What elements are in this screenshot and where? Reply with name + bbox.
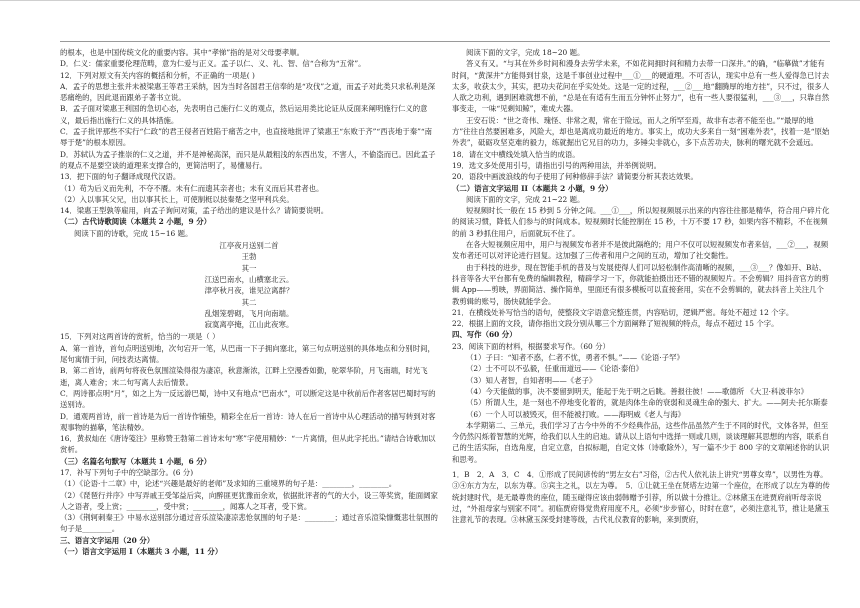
poem-part-2: 其二	[241, 297, 257, 307]
passage-paragraph: 王安石说：“世之奇伟、瑰怪、非常之观，常在于险远，而人之所罕至焉，故非有志者不能至也。”“最厚的地方”往往自然要困难多，风险大，却也是离成功最近的地方。事实上，成功大多来自一刻“困难外表”，找着一是“原始外表”，砥砺攻坚克难的毅力，练就掘出它兄目的功力，多锤尖非就心，多下点苦功夫，脉利的曙光就不会遥远。	[452, 115, 830, 148]
text-line: D．仁义：儒家重要伦理范畴，意为仁爱与正义。孟子以仁、义、礼、智、信“合称为“五常”。	[60, 59, 366, 69]
section-language: 三、语言文字运用（20 分）	[60, 535, 155, 545]
header-rule	[60, 41, 830, 42]
poem-line: 乱烟笼碧砌，飞月向南端。	[204, 308, 294, 318]
section-writing: 四、写作（60 分）	[452, 330, 517, 340]
material-item: （3）知人者智，自知者明——《老子》	[466, 375, 597, 385]
reading-intro: 阅读下面的文字，完成 21~22 题。	[466, 194, 585, 204]
option-c: C．两诗都点明“月”，如之上为一反远游巴蜀，诗中又有地点“巴南水”，可以断定这是中秋前后作者客居巴蜀时写的送别诗。	[60, 388, 436, 410]
question-20: 20．语段中画波浪线的句子使用了何种修辞手法？请简要分析其表达效果。	[452, 172, 698, 182]
poem-line: 津亭秋月夜，谁见泣离群？	[204, 286, 294, 296]
question-21: 21．在横线处补写恰当的语句，使整段文字语意完整连贯，内容贴切，逻辑严密。每处不超过 12 个字。	[452, 307, 794, 317]
question-23: 23．阅读下面的材料，根据要求写作。（60 分）	[452, 341, 610, 351]
option-d: D．通观两首诗，前一首诗是为后一首诗作铺垫，精彩全在后一首诗：诗人在后一首诗中从心理活动的描写转到对客观事物的描摹，笔法精妙。	[60, 411, 436, 432]
question-15: 15．下列对这两首诗的赏析，恰当的一项是（ ）	[60, 332, 220, 342]
material-item: （4）今天能做的事，决不要留到明天，能起于先于明之后眺。善报往彼！——歌德所 《大卫·科波菲尔》	[466, 386, 808, 396]
question-12: 12．下列对原文有关内容的概括和分析，不正确的一项是( )	[60, 70, 255, 80]
question-19: 19．选文多处使用引号，请指出引号的两种用法，并举例说明。	[452, 160, 661, 170]
option-c: C．孟子批评那些不实行“仁政”的君王侵者百姓陷于痛苦之中，也直接地批评了梁惠王“东败于齐”“西丧地于秦”“南辱于楚”的根本原因。	[60, 127, 433, 148]
passage-paragraph: 由于科技的进步，现在智能手机的普及与发展使得人们可以轻松制作高清晰的视频，___③___？像如开、B站、抖音等各大平台都有免费的编辑教程，精辟学习一下，你就能拍摄出还不错的视频短片。不会剪辑？用抖音官方的剪辑 App——剪映，界面简洁、操作简单，里面还有很多模板可以直接套用，实在不会剪辑的，就去抖音上关注几个教剪辑的账号，肠快就能学会。	[452, 262, 829, 306]
right-column	[452, 47, 830, 599]
question-22: 22．根据上面的文段，请你指出文段分别从哪三个方面阐释了短视频的特点，每点不超过 15 个字。	[452, 319, 779, 329]
passage-paragraph: 在各大短视频应用中，用户与视频发布者并不是彼此隔绝的；用户不仅可以短视频发布者来信，___②___，视频发布者还可以对评论进行回复。这加强了三传者和用户之间的互动，增加了社交黏性。	[452, 240, 829, 261]
question-13: 13．把下面的句子翻译成现代汉语。	[60, 172, 181, 182]
material-item: （6）一个人可以被毁灭，但不能被打败。——海明威《老人与海》	[466, 409, 686, 419]
poem-line: 寂寞离亭掩，江山此夜寒。	[204, 320, 294, 330]
question-17-3: （3）《荆轲刺秦王》中易水送别部分通过音乐渲染凄凉悲怆氛围的句子是：________；通过音乐渲染慷慨悲壮氛围的句子是________。	[60, 513, 438, 534]
option-a: A．孟子的思想主张并未被梁惠王等君王采纳，因为当时各国君王信奉的是“攻伐”之道，而孟子对此类只求私利是深恶痛绝的，因此退而跟弟子著书立说。	[60, 81, 436, 103]
passage-paragraph: 答义有又。“与其在外乡时间和漫身去劳学未来，不如花间拥时间和精力去带一口深井。”的确，“临摹做”才能有时间，“黄深井”方能得到甘泉，这是千事创业过程中___①___的硬道理。不可否认，现实中总有一些人爱得急已讨去太多，收获太少，其实，把功夫花问在乎实处处。这是一定的过程，___②___地“翻腾厚的地方挂”，只不过，很多人人欲之功利，遇到困难就想不前，“总是在有适有生而五分钟怀止努力”，也有一些人要很猛利，___③___，只靠自然事变走，一味“见剩知鲸”，难成大器。	[452, 59, 830, 114]
sentence-2: （2）入以事其父兄，出以事其长上，可使制梃以挞秦楚之坚甲利兵矣。	[60, 194, 294, 204]
material-item: （1）子曰：“知者不惑，仁者不忧，勇者不惧。”——《论语·子罕》	[466, 353, 684, 363]
option-b: B．第二首诗，前两句将夜色氛围渲染得很为凄凉，秋意渐浓，江畔上空漫香如勤，驼翠华阶，月飞南端，时光飞逝，离人难舍；末二句写离人去后情景。	[60, 366, 428, 387]
material-item: （2）士不可以不弘毅，任重而道远——《论语·泰伯》	[466, 364, 644, 374]
question-14: 14．梁惠王型孰等雇用，向孟子询问对策，孟子给出的建议是什么？请简要说明。	[60, 206, 329, 216]
reading-intro: 阅读下面的文字，完成 18~20 题。	[466, 48, 585, 57]
passage-paragraph: 短视频时长一般在 15 秒到 5 分钟之间。___①___，所以短视频展示出来的内容往往都是精华，符合用户碎片化的阅读习惯，降低人们参与的时间成本。短视频时长能控制在 15 秒，十万不要 17 秒，如果内容不精彩，不在视频的前 3 秒抓住用户，后面就玩不住了。	[452, 206, 830, 238]
question-17-2: （2）《琵琶行并序》中写弄戚王受邹益后宾，向醉匪更犹豫而余欢，依据批评者的气的大小，设三等奖赏，能面阔家人之语者，受上赏；________，受中赏；________，闻寡人之耳者，受下赏。	[60, 490, 438, 511]
question-18: 18．请在文中横线处填入恰当的成语。	[452, 149, 580, 159]
question-17-1: （1）《论语·十二章》中，论述“兴趣是最好的老师”及求知的三重境界的句子是：________，________。	[60, 479, 397, 489]
poem-title: 江亭夜月送别二首	[219, 241, 279, 251]
section-language-1: （一）语言文字运用 I（本题共 3 小题，11 分）	[60, 547, 223, 557]
poem-line: 江送巴南水，山横塞北云。	[204, 274, 294, 284]
section-famous-lines: （三）名篇名句默写（本题共 1 小题，6 分）	[60, 456, 212, 466]
section-ancient-poem: （二）古代诗歌阅读（本题共 2 小题，9 分）	[60, 217, 212, 227]
poem-author: 王勃	[241, 252, 257, 262]
option-b: B．孟子面对梁惠王利国的急切心态，先表明自己施行仁义的观点，然后运用类比论证从反面来阐明施行仁义的意义，最后指出施行仁义的具体措施。	[60, 104, 428, 125]
sentence-1: （1）苟为后义而先利，不夺不餍。未有仁而遗其亲者也；未有义而后其君者也。	[60, 183, 324, 193]
material-item: （5）所谓人生，是一刻也不停地变化着的，就是肉体生命的衰弱和灵魂生命的强大、扩大。——阿夫·托尔斯泰	[466, 398, 828, 408]
question-17: 17．补写下列句子中的空缺部分。(6 分)	[60, 467, 194, 477]
poem-intro: 阅读下面的诗歌，完成 15~16 题。	[74, 228, 193, 238]
answer-key: 1．B 2．A 3．C 4．①形成了民间谚传的“男左女右”习俗，②古代人依礼法上讲究“男尊女卑”，以男性为尊。③④东方为左，以东为尊。⑤宾主之礼，以左为尊。 5．①让就王坐在贤塔左边第一个座位，在形成了以左为尊的传统封建时代，是无最尊贵的座位，随玉碰得应该由弱韩赠予引荐，所以做十分推让。②林黛玉在进贾府前听母亲说过，“外祖母家与别家不同”。初临贾府得觉贵府用度不凡，必须“步步留心，时时在意”，必须注意礼节，推让是黛玉注意礼节的表现。③林黛玉深受封建等级，古代礼仪教育的影响，来到贾府，	[452, 469, 830, 525]
option-d: D．苏轼认为孟子推崇的仁义之道，并不是神秘高深，而只是从最粗浅的东西出发，不害人，不偷盗而已。因此孟子的观点不是要空谈的道理来支撑合的，更简洁明了，易懂易行。	[60, 149, 436, 170]
option-a: A．第一首诗，首句点明送别地，次句宕开一笔，从巴南一下子拥向塞北，第三句点明送别的具体地点和分别时间，尾句寓情于问，问技表达离情。	[60, 343, 435, 365]
section-language-2: （二）语言文字运用 II（本题共 2 小题，9 分）	[452, 183, 613, 193]
text-line: 的根本，也是中国传统文化的重要内容。其中“孝悌”指的是对父母要孝顺。	[60, 48, 305, 57]
poem-part-1: 其一	[241, 263, 257, 273]
question-16: 16．黄叔灿在《唐诗笺注》里称赞王勃第二首诗末句“寒”字使用精妙：“一片离情，但从此字托出。”请结合诗歌加以赏析。	[60, 434, 436, 455]
writing-task: 本学期第二、三单元，我们学习了古今中外的不少经典作品，这些作品虽然产生于不同的时代，文体各异，但至今仍然闪烁着智慧的光辉，给我们以人生的启迪。请从以上语句中选择一则或几则，谈谈理解其思想的内容，联系自己的生活实际，自选角度，自定立意，自拟标题，自定文体（诗歌除外），写一篇不少于 800 字的文章阐述你的认识和思考。	[452, 420, 830, 464]
poem-block	[60, 240, 438, 330]
left-column	[60, 47, 438, 599]
